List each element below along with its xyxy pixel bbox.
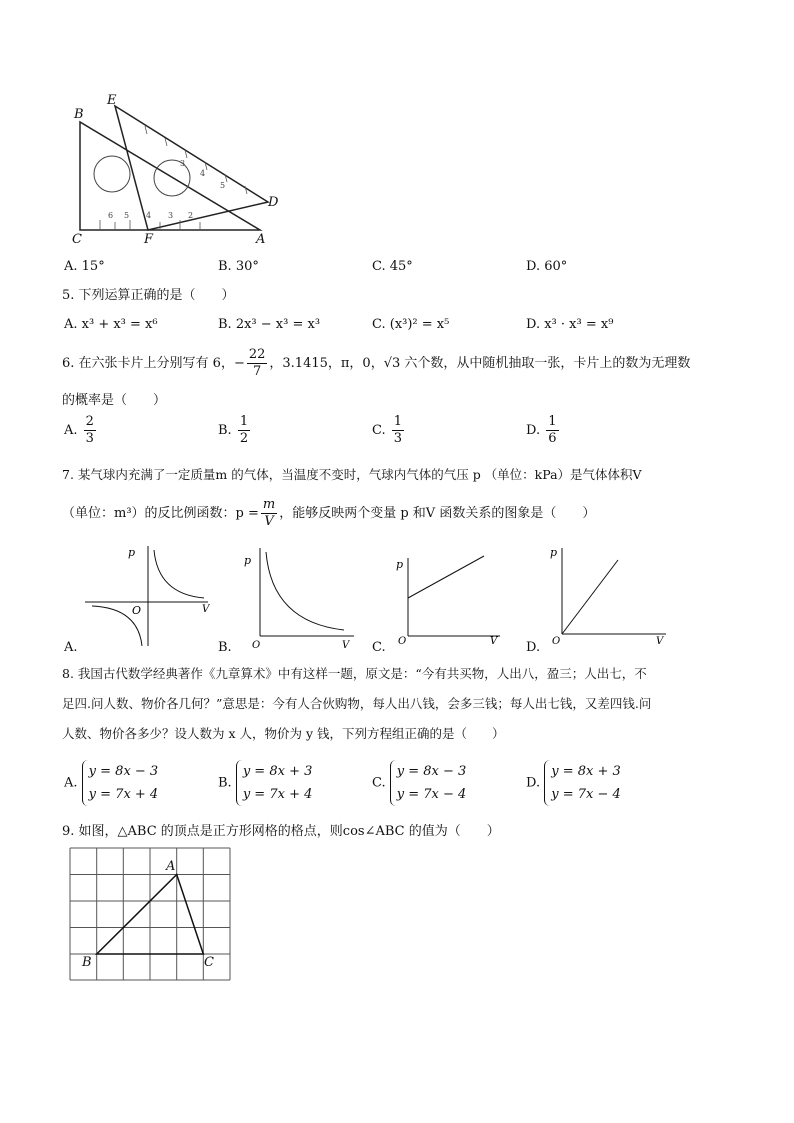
q7-graph-b [238, 544, 358, 651]
q7-line2 [62, 497, 595, 530]
q9-grid-figure [64, 842, 238, 986]
q7-option-d: D. [526, 640, 541, 655]
q7-graph-a [80, 542, 210, 650]
q7-a-p-label: p [128, 546, 136, 559]
label-b: B [74, 107, 84, 122]
q8-option-d-eq2: y = 7x − 4 [551, 787, 621, 802]
q6-option-b-label: B. [218, 423, 232, 438]
q8-option-c-eq2: y = 7x − 4 [396, 787, 467, 802]
q6-option-a [64, 414, 98, 447]
q6-option-d-den: 6 [548, 431, 557, 446]
q6-option-a-num: 2 [85, 414, 94, 429]
q6-option-a-den: 3 [85, 431, 94, 446]
q8-option-a-label: A. [64, 775, 78, 791]
svg-text:3: 3 [168, 211, 174, 220]
label-a: A [256, 232, 266, 247]
q7-d-v-label: V [656, 636, 664, 647]
q7-option-c: C. [372, 640, 386, 655]
q8-line2: 足四.问人数、物价各几何？”意思是：今有人合伙购物，每人出八钱，会多三钱；每人出七钱，又差四钱.问 [62, 696, 652, 711]
q4-option-c: C. 45° [372, 259, 413, 274]
q7-graph-d [546, 542, 670, 646]
q7-c-o-label: O [398, 636, 407, 647]
q4-option-b: B. 30° [218, 259, 259, 274]
q7-line2b: ，能够反映两个变量 p 和V 函数关系的图象是（ ） [279, 506, 596, 521]
q8-option-b-label: B. [218, 775, 232, 791]
q6-option-c [372, 414, 406, 447]
q5-option-c: C. (x³)² = x⁵ [372, 317, 450, 332]
q8-option-b-eq2: y = 7x + 4 [242, 787, 313, 802]
q6-option-b [218, 414, 252, 447]
q8-option-c-eq1: y = 8x − 3 [396, 764, 467, 779]
svg-text:5: 5 [124, 211, 130, 220]
q6-option-d [526, 414, 561, 447]
q8-option-a-eq1: y = 8x − 3 [88, 764, 159, 779]
q7-d-p-label: p [550, 546, 558, 559]
q8-option-c [372, 760, 466, 806]
q7-a-v-label: V [202, 604, 210, 615]
q7-b-v-label: V [342, 640, 350, 651]
q7-b-o-label: O [252, 640, 261, 651]
q6-option-c-label: C. [372, 423, 386, 438]
svg-text:6: 6 [108, 211, 114, 220]
q5-stem: 5. 下列运算正确的是（ ） [62, 288, 235, 303]
q7-option-a: A. [64, 640, 78, 655]
q6-fraction [247, 347, 268, 380]
q8-option-a-eq2: y = 7x + 4 [88, 787, 159, 802]
q8-option-a [64, 760, 158, 806]
q4-option-d: D. 60° [526, 259, 568, 274]
svg-text:4: 4 [146, 211, 152, 220]
q7-d-o-label: O [552, 636, 561, 647]
label-c: C [72, 232, 82, 247]
q6-frac-den: 7 [252, 364, 262, 379]
q8-option-d-eq1: y = 8x + 3 [551, 764, 621, 779]
q9-label-a: A [166, 859, 176, 874]
q7-frac-den: V [264, 514, 274, 529]
q9-label-b: B [82, 955, 92, 970]
label-e: E [107, 93, 117, 108]
svg-text:4: 4 [200, 169, 206, 178]
q8-line3: 人数、物价各多少？设人数为 x 人，物价为 y 钱，下列方程组正确的是（ ） [62, 726, 505, 741]
q7-line2a: （单位：m³）的反比例函数：p = [62, 506, 259, 521]
q7-graph-c [392, 548, 502, 647]
q7-c-p-label: p [396, 558, 404, 571]
q6-option-b-num: 1 [239, 414, 249, 429]
q8-line1: 8. 我国古代数学经典著作《九章算术》中有这样一题，原文是：“今有共买物，人出八，盈三；人出七，不 [62, 666, 647, 681]
label-f: F [144, 232, 154, 247]
label-d: D [268, 195, 279, 210]
q7-line1: 7. 某气球内充满了一定质量m 的气体，当温度不变时，气球内气体的气压 p （单位：kPa）是气体体积V [62, 467, 642, 482]
q8-option-b [218, 760, 312, 806]
svg-text:2: 2 [188, 211, 194, 220]
q5-option-b: B. 2x³ − x³ = x³ [218, 317, 321, 332]
q6-option-d-label: D. [526, 423, 541, 438]
q7-a-o-label: O [132, 604, 142, 617]
q7-option-b: B. [218, 640, 232, 655]
q6-option-c-num: 1 [393, 414, 403, 429]
q4-option-a: A. 15° [64, 259, 105, 274]
q7-frac-num: m [262, 497, 276, 512]
q6-option-d-num: 1 [548, 414, 557, 429]
q5-option-a: A. x³ + x³ = x⁶ [64, 317, 158, 332]
svg-text:3: 3 [180, 159, 186, 168]
q6-stem-c: 的概率是（ ） [62, 393, 167, 408]
q8-option-c-label: C. [372, 775, 386, 791]
q5-option-d: D. x³ · x³ = x⁹ [526, 317, 614, 332]
q6-stem-line1 [62, 347, 690, 380]
q6-stem-a: 6. 在六张卡片上分别写有 6，− [62, 356, 245, 371]
q7-fraction [261, 497, 277, 530]
q6-option-c-den: 3 [393, 431, 403, 446]
q7-c-v-label: V [490, 636, 498, 647]
q6-stem-b: ，3.1415，π，0，√3 六个数，从中随机抽取一张，卡片上的数为无理数 [269, 356, 691, 371]
q4-figure [60, 92, 290, 252]
q6-option-b-den: 2 [239, 431, 249, 446]
q9-stem: 9. 如图，△ABC 的顶点是正方形网格的格点，则cos∠ABC 的值为（ ） [62, 824, 500, 839]
q6-option-a-label: A. [64, 423, 78, 438]
q7-b-p-label: p [244, 554, 252, 567]
q8-option-b-eq1: y = 8x + 3 [242, 764, 313, 779]
q6-frac-num: 22 [248, 347, 266, 362]
q8-option-d [526, 760, 621, 806]
q9-label-c: C [204, 955, 214, 970]
q8-option-d-label: D. [526, 775, 541, 791]
svg-text:5: 5 [220, 181, 226, 190]
